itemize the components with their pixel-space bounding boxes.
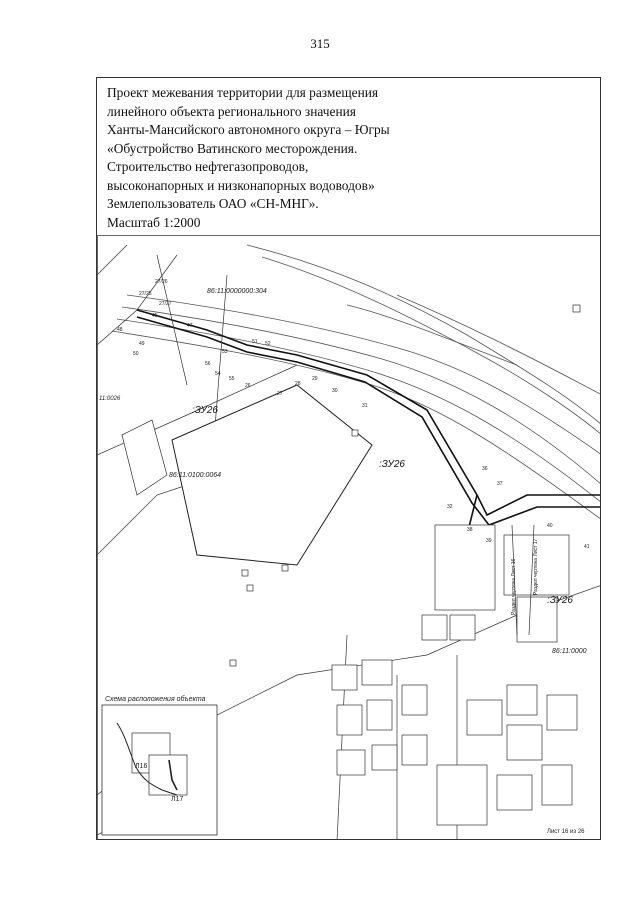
sheet-reference: Раздел чертежа Лист 17 [533,538,539,595]
survey-map [97,235,601,840]
cadastral-number: 86:11:0000000:304 [207,288,267,295]
title-line: Ханты-Мансийского автономного округа – Югры [107,122,390,137]
point-number: 36 [482,466,488,472]
point-number: 49 [139,341,145,347]
inset-title: Схема расположения объекта [105,696,206,703]
title-line: «Обустройство Ватинского месторождения. [107,140,358,156]
point-number: 52 [265,341,271,347]
scale-label: Масштаб 1:2000 [107,214,201,230]
parcel-label: :ЗУ26 [379,459,405,470]
point-number: 54 [215,371,221,377]
point-number: 38 [467,527,473,533]
inset-scheme [102,695,217,835]
title-line: высоконапорных и низконапорных водоводов» [107,177,375,193]
inset-label: Л16 [135,763,148,770]
point-number: 39 [486,538,492,544]
point-number: 56 [205,361,211,367]
point-number: 27/25 [139,291,152,297]
title-block [107,84,467,232]
point-number: 41 [584,544,590,550]
sheet-reference: Раздел чертежа Лист 16 [511,558,517,615]
title-line: Строительство нефтегазопроводов, [107,159,309,174]
cadastral-number: 86:11:0100:0064 [169,472,222,479]
page-number: 315 [310,36,330,51]
point-number: 32 [447,504,453,510]
title-line: линейного объекта регионального значения [107,103,356,119]
point-number: 50 [133,351,139,357]
inset-label: Л17 [171,796,184,803]
point-number: 27 [277,391,283,397]
point-number: 51 [252,339,258,345]
point-number: 27/26 [155,279,168,285]
point-number: 53 [222,349,228,355]
point-number: 31 [362,403,368,409]
map-drawing [97,235,601,840]
point-number: 48 [117,327,123,333]
point-number: 45 [152,313,158,319]
parcel-label: :ЗУ26 [192,405,218,416]
point-number: 55 [229,376,235,382]
point-number: 37 [497,481,503,487]
point-number: 40 [547,523,553,529]
sheet-counter: Лист 16 из 26 [547,829,585,835]
document-frame [96,77,601,840]
point-number: 47 [187,323,193,329]
point-number: 29 [312,376,318,382]
point-number: 30 [332,388,338,394]
title-line: Землепользователь ОАО «СН-МНГ». [107,196,319,211]
point-number: 27/27 [159,301,172,307]
parcel-label: :ЗУ26 [547,595,573,606]
title-line: Проект межевания территории для размещения [107,85,379,100]
point-number: 26 [245,383,251,389]
cadastral-number: 86:11:0000 [552,648,587,655]
point-number: 28 [295,381,301,387]
cadastral-number: 11:0026 [99,396,121,402]
